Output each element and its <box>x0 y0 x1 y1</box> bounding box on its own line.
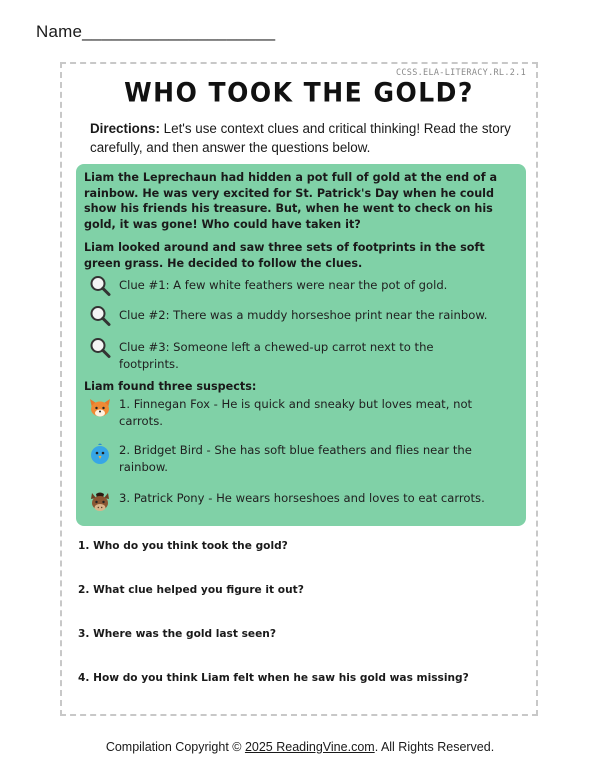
footer-suffix: . All Rights Reserved. <box>374 740 495 754</box>
question-1: 1. Who do you think took the gold? <box>78 540 288 552</box>
clue-item <box>88 304 489 328</box>
footer-copyright <box>0 740 600 754</box>
directions <box>90 119 520 157</box>
clue-item <box>88 274 489 298</box>
directions-text: Let's use context clues and critical thinking! Read the story carefully, and then answer the questions below. <box>90 121 511 155</box>
footer-link[interactable]: 2025 ReadingVine.com <box>244 740 375 754</box>
pony-icon <box>88 490 112 514</box>
suspect-text: 2. Bridget Bird - She has soft blue feathers and flies near the rainbow. <box>119 443 472 474</box>
magnifier-icon <box>88 274 112 298</box>
question-3: 3. Where was the gold last seen? <box>78 628 276 640</box>
standard-code: CCSS.ELA-LITERACY.RL.2.1 <box>395 68 526 78</box>
story-box <box>76 164 526 526</box>
suspect-text: 3. Patrick Pony - He wears horseshoes and loves to eat carrots. <box>119 491 485 505</box>
suspects-heading: Liam found three suspects: <box>84 380 257 393</box>
magnifier-icon <box>88 304 112 328</box>
suspect-item <box>88 442 495 475</box>
suspect-text: 1. Finnegan Fox - He is quick and sneaky but loves meat, not carrots. <box>119 397 473 428</box>
bird-icon <box>88 442 112 466</box>
clue-text: Clue #2: There was a muddy horseshoe print near the rainbow. <box>119 308 488 322</box>
story-paragraph-2: Liam looked around and saw three sets of footprints in the soft green grass. He decided to follow the clues. <box>84 241 485 270</box>
question-2: 2. What clue helped you figure it out? <box>78 584 304 596</box>
magnifier-icon <box>88 336 112 360</box>
clue-item <box>88 336 489 372</box>
question-4: 4. How do you think Liam felt when he saw his gold was missing? <box>78 672 469 684</box>
story-paragraph-1: Liam the Leprechaun had hidden a pot full of gold at the end of a rainbow. He was very excited for St. Patrick's Day when he could show his friends his treasure. But, when he went to check on his gold, it was gone! Who could have taken it? <box>84 171 498 231</box>
name-line: Name____________________ <box>36 22 276 41</box>
suspect-item <box>88 490 495 514</box>
suspect-item <box>88 396 495 429</box>
worksheet-title: WHO TOOK THE GOLD? <box>124 76 474 109</box>
worksheet <box>60 62 538 716</box>
footer-prefix: Compilation Copyright © <box>105 740 245 754</box>
clue-text: Clue #3: Someone left a chewed-up carrot next to the footprints. <box>119 340 434 371</box>
directions-label: Directions: <box>90 121 160 136</box>
fox-icon <box>88 396 112 420</box>
clue-text: Clue #1: A few white feathers were near the pot of gold. <box>119 278 448 292</box>
